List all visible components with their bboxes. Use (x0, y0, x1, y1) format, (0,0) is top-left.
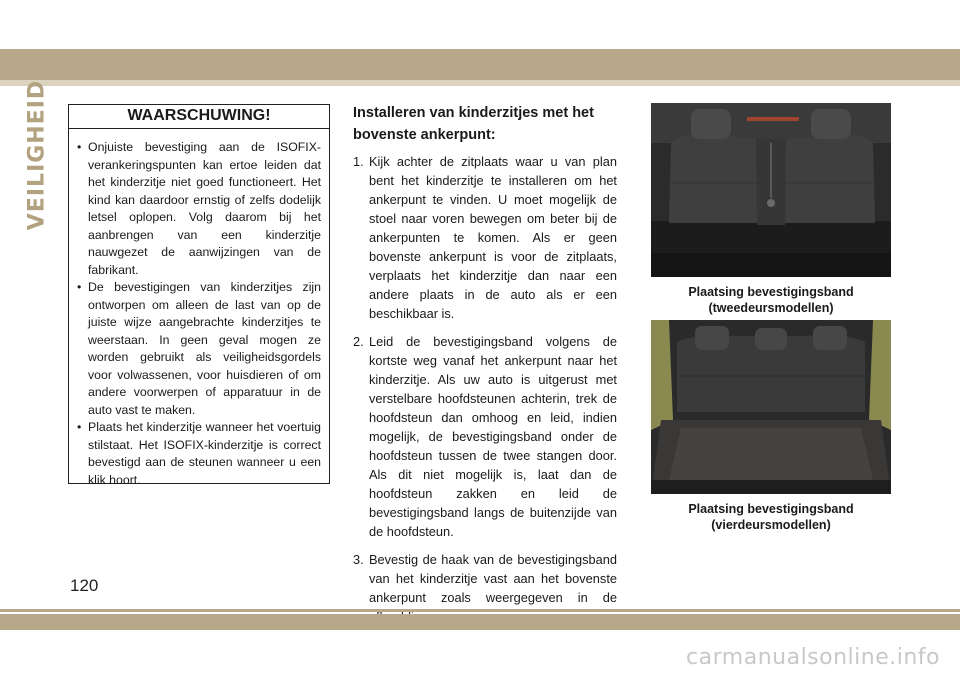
warning-item-text: Plaats het kinderzitje wanneer het voertuig stilstaat. Het ISOFIX-kinderzitje is correct bevestigd aan de steunen wanneer u een klik hoort. (88, 420, 321, 487)
step-number: 3. (353, 552, 364, 567)
caption-line: Plaatsing bevestigingsband (688, 502, 854, 516)
caption-line: (vierdeursmodellen) (711, 518, 831, 532)
section-side-tab (22, 79, 52, 231)
header-band (0, 49, 960, 80)
footer-band (0, 614, 960, 630)
step-text: Leid de bevestigingsband volgens de kortste weg vanaf het ankerpunt naar het kinderzitje. Als uw auto is uitgerust met verstelbare hoofdsteunen achterin, trek de hoofdsteun dan omhoog en leid, indien mogelijk, de bevestigingsband onder de hoofdsteun tussen de twee stangen door. Als dit niet mogelijk is, laat dan de hoofdsteun zakken en leid de bevestigingsband langs de buitenzijde van de hoofdsteun. (369, 334, 617, 539)
warning-item-text: De bevestigingen van kinderzitjes zijn ontworpen om alleen de last van op de juiste wijze aangebrachte kinderzitjes te weerstaan. In geen geval mogen ze worden gebruikt als veiligheidsgordels voor volwassenen, voor huisdieren of om andere voorwerpen of apparatuur in de auto vast te maken. (88, 280, 321, 417)
figure-caption (651, 501, 891, 533)
figure-caption (651, 284, 891, 316)
footer-rule (0, 609, 960, 612)
warning-item (77, 139, 321, 279)
step-number: 2. (353, 334, 364, 349)
bullet-icon: • (77, 420, 82, 434)
steps-list (353, 152, 617, 626)
step-item (353, 332, 617, 541)
warning-list (69, 129, 329, 489)
figure-two-door-photo (651, 103, 891, 277)
section-heading: Installeren van kinderzitjes met het bovenste ankerpunt: (353, 105, 594, 143)
instructions-column (353, 102, 617, 635)
figure-four-door-photo (651, 320, 891, 494)
header-band-light (0, 80, 960, 86)
page-number: 120 (70, 576, 99, 595)
section-side-tab-label: VEILIGHEID (24, 79, 50, 231)
rear-seat-image (651, 103, 891, 277)
warning-item (77, 279, 321, 419)
warning-box (68, 104, 330, 487)
caption-line: Plaatsing bevestigingsband (688, 285, 854, 299)
step-text: Bevestig de haak van de bevestigingsband van het kinderzitje vast aan het bovenste ankerpunt zoals weergegeven in de (369, 552, 617, 605)
bullet-icon: • (77, 140, 82, 154)
warning-item (77, 419, 321, 489)
cargo-area-image (651, 320, 891, 494)
warning-item-text: Onjuiste bevestiging aan de ISOFIX-verankeringspunten kan ertoe leiden dat het kinderzitje niet goed functioneert. Het kind kan daardoor ernstig of zelfs dodelijk letsel oplopen. Volg daarom bij het aanbrengen van een kinderzitje nauwgezet de aanwijzingen van de fabrikant. (88, 140, 321, 277)
warning-title: WAARSCHUWING! (69, 105, 329, 129)
caption-line: (tweedeursmodellen) (708, 301, 834, 315)
bullet-icon: • (77, 280, 82, 294)
step-item (353, 152, 617, 323)
watermark-text: carmanualsonline.info (686, 645, 940, 670)
step-number: 1. (353, 154, 364, 169)
step-text: Kijk achter de zitplaats waar u van plan bent het kinderzitje te installeren om het ankerpunt te vinden. U moet mogelijk de stoel naar voren bewegen om beter bij de ankerpunten te komen. Als er geen bovenste ankerpunt is voor de zitplaats, verplaats het kinderzitje dan naar een andere plaats in de auto als er een beschikbaar is. (369, 154, 617, 321)
